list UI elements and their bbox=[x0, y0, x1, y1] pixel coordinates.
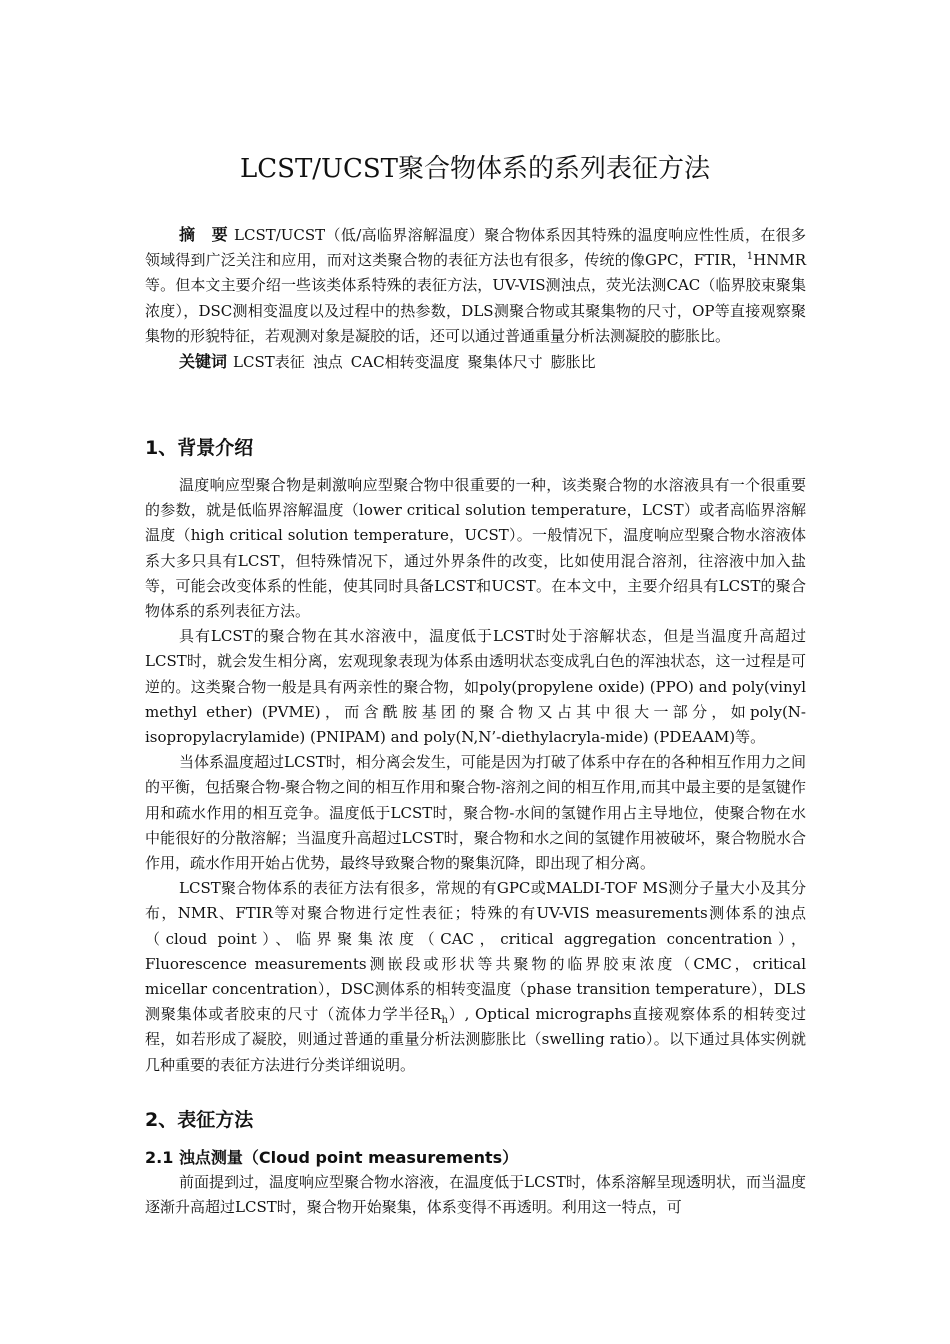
abstract-superscript: 1 bbox=[746, 251, 754, 263]
paragraph-text-part1: LCST聚合物体系的表征方法有很多，常规的有GPC或MALDI-TOF MS测分子量大小及其分布，NMR、FTIR等对聚合物进行定性表征；特殊的有UV-VIS measurements测体系的浊点（cloud point）、临界聚集浓度（CAC，critical aggregation concentration），Fluorescence measurements测嵌段或形状等共聚物的临界胶束浓度（CMC，critical micellar concentration），DSC测体系的相转变温度（phase transition temperature），DLS测聚集体或者胶束的尺寸（流体力学半径R bbox=[145, 879, 806, 1024]
paragraph: 当体系温度超过LCST时，相分离会发生，可能是因为打破了体系中存在的各种相互作用力之间的平衡，包括聚合物-聚合物之间的相互作用和聚合物-溶剂之间的相互作用,而其中最主要的是氢键作用和疏水作用的相互竞争。温度低于LCST时，聚合物-水间的氢键作用占主导地位，使聚合物在水中能很好的分散溶解；当温度升高超过LCST时，聚合物和水之间的氢键作用被破坏，聚合物脱水合作用，疏水作用开始占优势，最终导致聚合物的聚集沉降，即出现了相分离。 bbox=[145, 753, 806, 873]
abstract-block bbox=[145, 222, 806, 375]
keywords-line bbox=[145, 349, 806, 375]
keyword: 聚集体尺寸 bbox=[467, 353, 543, 372]
section-methods bbox=[145, 1106, 806, 1134]
section-heading: 1、背景介绍 bbox=[145, 437, 254, 459]
section-background-body bbox=[145, 473, 806, 1078]
paragraph: 温度响应型聚合物是刺激响应型聚合物中很重要的一种，该类聚合物的水溶液具有一个很重要的参数，就是低临界溶解温度（lower critical solution temperature，LCST）或者高临界溶解温度（high critical solution temperature，UCST）。一般情况下，温度响应型聚合物水溶液体系大多只具有LCST，但特殊情况下，通过外界条件的改变，比如使用混合溶剂，往溶液中加入盐等，可能会改变体系的性能，使其同时具备LCST和UCST。在本文中，主要介绍具有LCST的聚合物体系的系列表征方法。 bbox=[145, 476, 806, 621]
subsection-heading: 2.1 浊点测量（Cloud point measurements） bbox=[145, 1148, 519, 1167]
abstract-paragraph bbox=[145, 222, 806, 349]
keyword: LCST表征 bbox=[233, 353, 305, 372]
subscript-h: h bbox=[441, 1015, 448, 1027]
keyword: CAC相转变温度 bbox=[350, 353, 460, 372]
subsection-cloud-point bbox=[145, 1146, 806, 1220]
paragraph bbox=[145, 876, 806, 1078]
section-background bbox=[145, 434, 806, 462]
keywords-label: 关键词 bbox=[179, 352, 228, 372]
abstract-text-part1: LCST/UCST（低/高临界溶解温度）聚合物体系因其特殊的温度响应性性质，在很多领域得到广泛关注和应用，而对这类聚合物的表征方法也有很多，传统的像GPC，FTIR， bbox=[145, 226, 806, 270]
paragraph-text-part2: ）, Optical micrographs直接观察体系的相转变过程，如若形成了凝胶，则通过普通的重量分析法测膨胀比（swelling ratio）。以下通过具体实例就几种重要的表征方法进行分类详细说明。 bbox=[145, 1005, 806, 1074]
keyword: 膨胀比 bbox=[550, 353, 596, 372]
keyword: 浊点 bbox=[312, 353, 343, 372]
paragraph: 前面提到过，温度响应型聚合物水溶液，在温度低于LCST时，体系溶解呈现透明状，而当温度逐渐升高超过LCST时，聚合物开始聚集，体系变得不再透明。利用这一特点，可 bbox=[145, 1173, 806, 1217]
abstract-label: 摘 要 bbox=[179, 225, 229, 244]
abstract-text-part2: HNMR等。但本文主要介绍一些该类体系特殊的表征方法，UV-VIS测浊点，荧光法测CAC（临界胶束聚集浓度），DSC测相变温度以及过程中的热参数，DLS测聚合物或其聚集物的尺寸，OP等直接观察聚集物的形貌特征，若观测对象是凝胶的话，还可以通过普通重量分析法测凝胶的膨胀比。 bbox=[145, 251, 806, 345]
paragraph: 具有LCST的聚合物在其水溶液中，温度低于LCST时处于溶解状态，但是当温度升高超过LCST时，就会发生相分离，宏观现象表现为体系由透明状态变成乳白色的浑浊状态，这一过程是可逆的。这类聚合物一般是具有两亲性的聚合物，如poly(propylene oxide) (PPO) and poly(vinyl methyl ether) (PVME)，而含酰胺基团的聚合物又占其中很大一部分，如poly(N-isopropylacrylamide) (PNIPAM) and poly(N,N’-diethylacryla-mide) (PDEAAM)等。 bbox=[145, 627, 806, 747]
page-title: LCST/UCST聚合物体系的系列表征方法 bbox=[239, 154, 711, 185]
section-heading: 2、表征方法 bbox=[145, 1109, 254, 1131]
